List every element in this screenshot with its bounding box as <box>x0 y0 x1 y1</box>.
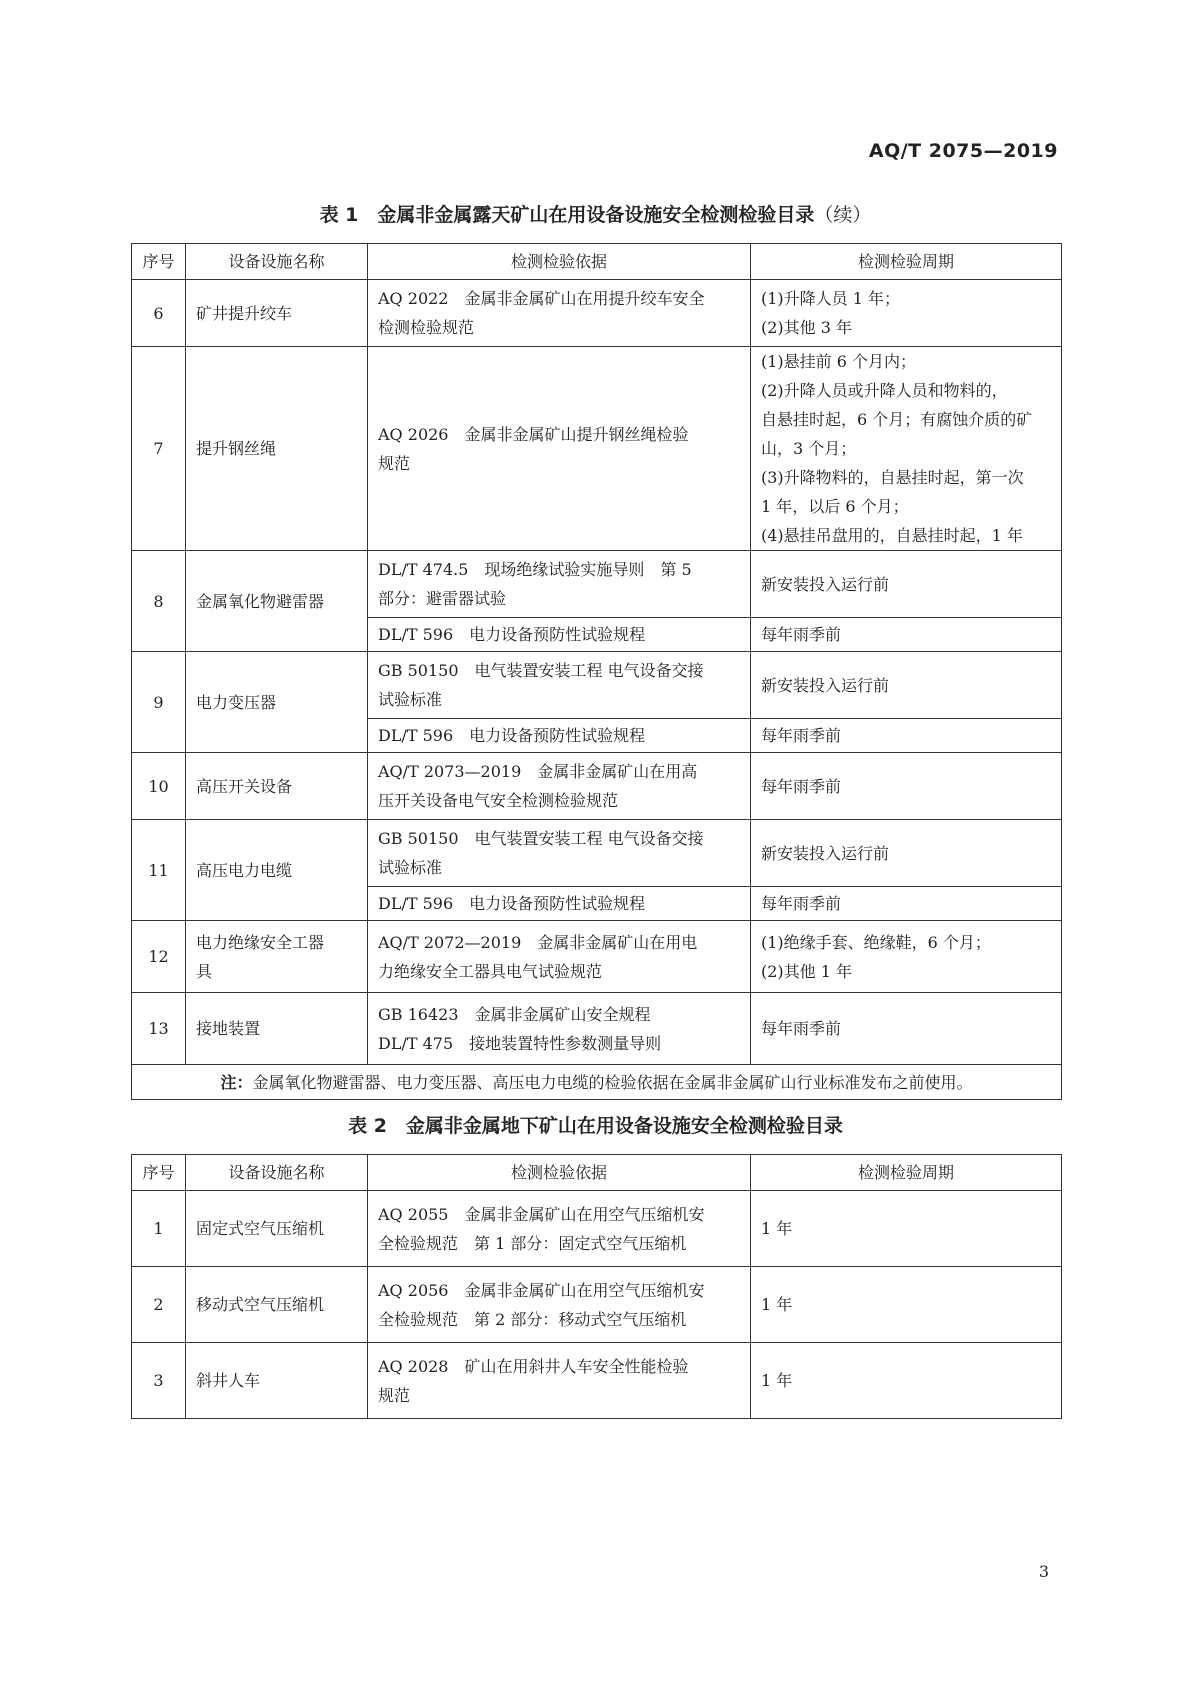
inspection-period-line: (1)悬挂前 6 个月内； <box>761 352 917 371</box>
table-row <box>132 1267 1062 1343</box>
equipment-name-line: 接地装置 <box>196 1019 261 1038</box>
equipment-name <box>186 551 368 652</box>
inspection-period <box>751 347 1062 551</box>
table-row <box>132 1191 1062 1267</box>
table1-col-name: 设备设施名称 <box>186 244 368 280</box>
row-number: 13 <box>132 993 186 1065</box>
inspection-period <box>751 551 1062 618</box>
inspection-basis-line: 部分：避雷器试验 <box>378 589 507 608</box>
table2 <box>131 1154 1062 1419</box>
equipment-name-line: 固定式空气压缩机 <box>196 1219 325 1238</box>
equipment-name <box>186 1267 368 1343</box>
row-number: 8 <box>132 551 186 652</box>
inspection-period-line: (3)升降物料的，自悬挂时起，第一次 <box>761 468 1024 487</box>
equipment-name-line: 具 <box>196 961 213 981</box>
inspection-basis <box>368 280 751 347</box>
inspection-basis-line: 全检验规范 第 1 部分：固定式空气压缩机 <box>378 1233 687 1253</box>
equipment-name-line: 电力变压器 <box>196 692 277 712</box>
equipment-name-line: 电力绝缘安全工器 <box>196 932 325 952</box>
inspection-basis-line: GB 50150 电气装置安装工程 电气设备交接 <box>378 829 704 848</box>
equipment-name <box>186 1343 368 1419</box>
equipment-name <box>186 993 368 1065</box>
table-row <box>132 993 1062 1065</box>
inspection-period-line: 自悬挂时起，6 个月；有腐蚀介质的矿 <box>761 410 1033 429</box>
row-number: 1 <box>132 1191 186 1267</box>
row-number: 2 <box>132 1267 186 1343</box>
inspection-basis-line: AQ 2028 矿山在用斜井人车安全性能检验 <box>378 1356 689 1376</box>
table-row <box>132 1343 1062 1419</box>
table-row <box>132 921 1062 993</box>
inspection-basis-line: DL/T 596 电力设备预防性试验规程 <box>378 726 646 745</box>
inspection-basis-line: AQ/T 2073—2019 金属非金属矿山在用高 <box>378 762 698 781</box>
table1-caption-text: 表 1 金属非金属露天矿山在用设备设施安全检测检验目录 <box>319 204 815 226</box>
row-number: 6 <box>132 280 186 347</box>
table1-caption <box>0 200 1191 227</box>
equipment-name-line: 金属氧化物避雷器 <box>196 591 325 611</box>
inspection-period-line: (2)其他 3 年 <box>761 318 853 337</box>
inspection-period <box>751 719 1062 753</box>
equipment-name <box>186 280 368 347</box>
row-number: 3 <box>132 1343 186 1419</box>
inspection-basis-line: DL/T 474.5 现场绝缘试验实施导则 第 5 <box>378 560 692 579</box>
inspection-period-line: 山，3 个月； <box>761 439 857 458</box>
inspection-basis-line: 压开关设备电气安全检测检验规范 <box>378 791 619 810</box>
inspection-basis <box>368 1267 751 1343</box>
equipment-name-line: 矿井提升绞车 <box>196 303 293 323</box>
inspection-basis-line: DL/T 475 接地装置特性参数测量导则 <box>378 1033 662 1053</box>
table2-col-name: 设备设施名称 <box>186 1155 368 1191</box>
row-number: 9 <box>132 652 186 753</box>
inspection-period-line: 1 年 <box>761 1295 793 1314</box>
inspection-period-line: 每年雨季前 <box>761 625 842 644</box>
row-number: 11 <box>132 820 186 921</box>
table-row <box>132 652 1062 719</box>
table1 <box>131 243 1062 1100</box>
inspection-period-line: 每年雨季前 <box>761 1019 842 1038</box>
inspection-period <box>751 618 1062 652</box>
equipment-name <box>186 753 368 820</box>
table1-header-row <box>132 244 1062 280</box>
table2-col-no: 序号 <box>132 1155 186 1191</box>
inspection-basis <box>368 719 751 753</box>
inspection-basis <box>368 921 751 993</box>
inspection-basis-line: DL/T 596 电力设备预防性试验规程 <box>378 625 646 644</box>
inspection-basis-line: DL/T 596 电力设备预防性试验规程 <box>378 894 646 913</box>
inspection-basis-line: 力绝缘安全工器具电气试验规范 <box>378 961 603 981</box>
inspection-period-line: 1 年 <box>761 1371 793 1390</box>
inspection-basis-line: AQ 2022 金属非金属矿山在用提升绞车安全 <box>378 289 705 308</box>
table1-note-row <box>132 1065 1062 1100</box>
equipment-name-line: 斜井人车 <box>196 1371 261 1390</box>
inspection-basis-line: GB 50150 电气装置安装工程 电气设备交接 <box>378 661 704 680</box>
equipment-name <box>186 652 368 753</box>
inspection-basis <box>368 1343 751 1419</box>
inspection-period <box>751 652 1062 719</box>
table1-caption-suffix: （续） <box>814 204 872 226</box>
inspection-basis-line: 试验标准 <box>378 690 443 709</box>
inspection-basis <box>368 551 751 618</box>
row-number: 10 <box>132 753 186 820</box>
inspection-period-line: (4)悬挂吊盘用的，自悬挂时起，1 年 <box>761 526 1023 545</box>
inspection-basis <box>368 993 751 1065</box>
equipment-name <box>186 1191 368 1267</box>
table1-col-basis: 检测检验依据 <box>368 244 751 280</box>
table-row <box>132 347 1062 551</box>
inspection-period <box>751 993 1062 1065</box>
inspection-period-line: (2)升降人员或升降人员和物料的， <box>761 381 1008 400</box>
equipment-name-line: 高压开关设备 <box>196 776 293 796</box>
inspection-basis <box>368 1191 751 1267</box>
note-label: 注： <box>220 1072 253 1092</box>
table-row <box>132 820 1062 887</box>
inspection-period <box>751 1267 1062 1343</box>
equipment-name-line: 高压电力电缆 <box>196 860 293 880</box>
inspection-period <box>751 887 1062 921</box>
inspection-period-line: (2)其他 1 年 <box>761 961 853 981</box>
inspection-basis-line: AQ 2026 金属非金属矿山提升钢丝绳检验 <box>378 424 689 444</box>
inspection-period <box>751 753 1062 820</box>
inspection-basis-line: 检测检验规范 <box>378 318 475 337</box>
inspection-basis <box>368 618 751 652</box>
inspection-basis <box>368 820 751 887</box>
equipment-name-line: 提升钢丝绳 <box>196 439 277 458</box>
inspection-basis-line: AQ 2056 金属非金属矿山在用空气压缩机安 <box>378 1280 705 1300</box>
inspection-period-line: 1 年 <box>761 1219 793 1238</box>
inspection-basis-line: 规范 <box>378 1385 411 1405</box>
equipment-name <box>186 347 368 551</box>
inspection-basis <box>368 652 751 719</box>
table1-note <box>132 1065 1062 1100</box>
inspection-period-line: 每年雨季前 <box>761 726 842 745</box>
table-row <box>132 280 1062 347</box>
table2-caption: 表 2 金属非金属地下矿山在用设备设施安全检测检验目录 <box>348 1115 843 1137</box>
table2-header-row <box>132 1155 1062 1191</box>
inspection-period <box>751 1343 1062 1419</box>
inspection-period <box>751 280 1062 347</box>
note-text: 金属氧化物避雷器、电力变压器、高压电力电缆的检验依据在金属非金属矿山行业标准发布之前使用。 <box>252 1072 973 1092</box>
inspection-basis-line: AQ 2055 金属非金属矿山在用空气压缩机安 <box>378 1204 705 1224</box>
inspection-basis <box>368 347 751 551</box>
inspection-period <box>751 921 1062 993</box>
inspection-period <box>751 1191 1062 1267</box>
inspection-period-line: 每年雨季前 <box>761 894 842 913</box>
standard-number: AQ/T 2075—2019 <box>868 140 1058 162</box>
equipment-name-line: 移动式空气压缩机 <box>196 1295 325 1314</box>
inspection-period-line: 新安装投入运行前 <box>761 843 890 863</box>
inspection-basis-line: AQ/T 2072—2019 金属非金属矿山在用电 <box>378 932 698 952</box>
row-number: 7 <box>132 347 186 551</box>
table2-col-period: 检测检验周期 <box>751 1155 1062 1191</box>
table-row <box>132 753 1062 820</box>
inspection-period-line: 1 年，以后 6 个月； <box>761 497 909 516</box>
page-number: 3 <box>1038 1562 1049 1581</box>
inspection-period-line: (1)升降人员 1 年； <box>761 289 901 308</box>
inspection-period <box>751 820 1062 887</box>
row-number: 12 <box>132 921 186 993</box>
inspection-basis-line: 试验标准 <box>378 858 443 877</box>
equipment-name <box>186 820 368 921</box>
inspection-period-line: 新安装投入运行前 <box>761 675 890 695</box>
equipment-name <box>186 921 368 993</box>
inspection-basis-line: 全检验规范 第 2 部分：移动式空气压缩机 <box>378 1309 687 1329</box>
inspection-period-line: 每年雨季前 <box>761 776 842 796</box>
table-row <box>132 551 1062 618</box>
inspection-basis <box>368 887 751 921</box>
inspection-period-line: 新安装投入运行前 <box>761 574 890 594</box>
table1-col-period: 检测检验周期 <box>751 244 1062 280</box>
inspection-period-line: (1)绝缘手套、绝缘鞋，6 个月； <box>761 932 991 952</box>
inspection-basis-line: GB 16423 金属非金属矿山安全规程 <box>378 1004 651 1024</box>
inspection-basis <box>368 753 751 820</box>
table2-col-basis: 检测检验依据 <box>368 1155 751 1191</box>
inspection-basis-line: 规范 <box>378 453 411 473</box>
table1-col-no: 序号 <box>132 244 186 280</box>
